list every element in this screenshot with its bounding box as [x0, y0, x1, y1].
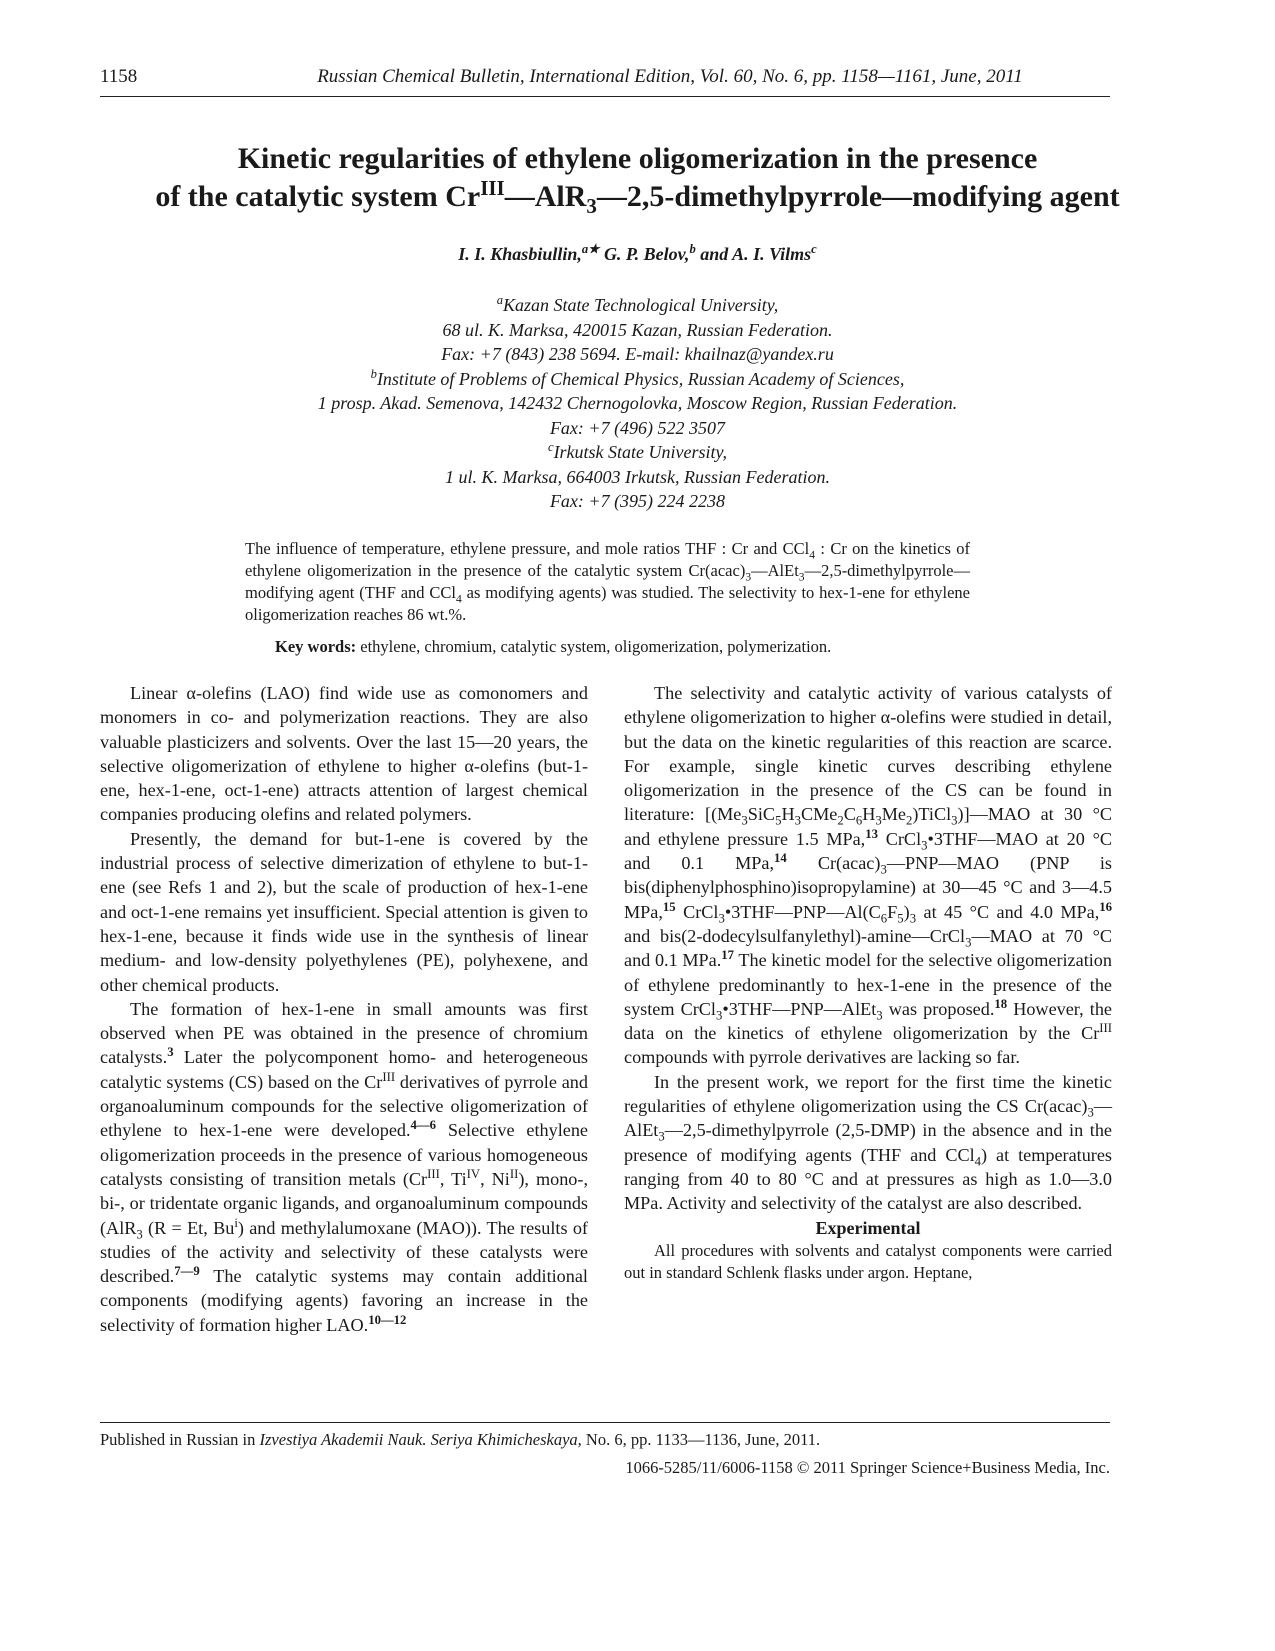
- affiliation-b-line-2: 1 prosp. Akad. Semenova, 142432 Chernogolovka, Moscow Region, Russian Federation.: [317, 393, 958, 413]
- affiliation-a-line-3: Fax: +7 (843) 238 5694. E-mail: khailnaz@yandex.ru: [441, 344, 834, 364]
- keywords-label: Key words:: [275, 637, 357, 656]
- affiliation-c-line-1: $^c$Irkutsk State University,: [547, 440, 728, 462]
- section-heading-experimental: Experimental: [815, 1217, 921, 1238]
- affiliations: [150, 293, 1125, 514]
- footer-copyright: 1066-5285/11/6006-1158 © 2011 Springer Science+Business Media, Inc.: [625, 1458, 1110, 1477]
- affiliation-a-line-2: 68 ul. K. Marksa, 420015 Kazan, Russian Federation.: [442, 319, 833, 340]
- paragraph: In the present work, we report for the first time the kinetic regularities of ethylene oligomerization using the CS $Cr(acac)_3—AlEt_3—2,5$-dimethylpyrrole (2,5-DMP) in the absence and in the presence of modifying agents (THF and CCl$_4$) at temperatures ranging from 40 to 80 °C and at pressures as high as 1.0—3.0 MPa. Activity and selectivity of the catalyst are also described.: [624, 1071, 1112, 1214]
- footer-divider: [100, 1422, 1110, 1423]
- citation: 3: [167, 1045, 174, 1060]
- keywords: [275, 637, 975, 657]
- footer-publication-note: Published in Russian in Izvestiya Akademii Nauk. Seriya Khimicheskaya, No. 6, pp. 1133—1136, June, 2011.: [100, 1430, 821, 1449]
- title-line-2: of the catalytic system $Cr^{III}—AlR_3—2,5-dimethylpyrrole—modifying$ agent: [155, 176, 1120, 218]
- citation: 7—9: [174, 1264, 200, 1279]
- affiliation-c-line-2: 1 ul. K. Marksa, 664003 Irkutsk, Russian Federation.: [445, 466, 830, 487]
- author-list: I. I. Khasbiullin,$^{a★}$ G. P. Belov,$^b$ and A. I. Vilms$^c$: [458, 242, 817, 264]
- affiliation-b-line-3: Fax: +7 (496) 522 3507: [549, 417, 726, 438]
- running-header: [100, 66, 1110, 97]
- right-column: [624, 681, 1112, 1285]
- citation: 15: [662, 899, 676, 914]
- paragraph: Linear α-olefins (LAO) find wide use as comonomers and monomers in co- and polymerization reactions. They are also valuable plasticizers and solvents. Over the last 15—20 years, the selective oligomerization of ethylene to higher α-olefins (but-1-ene, hex-1-ene, oct-1-ene) attracts attention of largest chemical companies producing olefins and related polymers.: [100, 683, 588, 825]
- abstract: The influence of temperature, ethylene pressure, and mole ratios THF : Cr and CCl$_4$ : Cr on the kinetics of ethylene oligomerization in the presence of the catalytic system $Cr(acac)_3—AlEt_3—2,5-dimethylpyrrole—modifying$ agent (THF and CCl$_4$ as modifying agents) was studied. The selectivity to hex-1-ene for ethylene oligomerization reaches 86 wt.%.: [245, 539, 970, 624]
- paragraph: Presently, the demand for but-1-ene is covered by the industrial process of selective dimerization of ethylene to but-1-ene (see Refs 1 and 2), but the scale of production of hex-1-ene and oct-1-ene remains yet insufficient. Special attention is given to hex-1-ene, because it finds wide use in the synthesis of linear medium- and low-density polyethylenes (PE), polyhexene, and other chemical products.: [100, 828, 588, 995]
- left-column: [100, 681, 588, 1337]
- citation: 13: [865, 826, 878, 841]
- citation: 10—12: [368, 1312, 407, 1327]
- affiliation-a-line-1: $^a$Kazan State Technological University,: [496, 293, 779, 315]
- article-title: [60, 140, 1215, 216]
- affiliation-c-line-3: Fax: +7 (395) 224 2238: [549, 491, 726, 511]
- paragraph: The formation of hex-1-ene in small amounts was first observed when PE was obtained in the presence of chromium catalysts.$^3$ Later the polycomponent homo- and heterogeneous catalytic systems (CS) based on the $Cr^{III}$ derivatives of pyrrole and organoaluminum compounds for the selective oligomerization of ethylene to hex-1-ene were developed.$^{4—6}$ Selective ethylene oligomerization proceeds in the presence of various homogeneous catalysts consisting of transition metals ($Cr^{III}$, $Ti^{IV}$, $Ni^{II}$), mono-, bi-, or tridentate organic ligands, and organoaluminum compounds (AlR$_3$ (R = Et, Bu$^i$) and methylalumoxane (MAO)). The results of studies of the activity and selectivity of these catalysts were described.$^{7—9}$ The catalytic systems may contain additional components (modifying agents) favoring an increase in the selectivity of formation higher LAO.$^{10—12}$: [100, 998, 588, 1335]
- citation: 14: [774, 851, 787, 866]
- citation: 4—6: [410, 1118, 436, 1133]
- paragraph: All procedures with solvents and catalyst components were carried out in standard Schlenk flasks under argon. Heptane,: [624, 1240, 1112, 1283]
- affiliation-b-line-1: $^b$Institute of Problems of Chemical Physics, Russian Academy of Sciences,: [370, 366, 905, 389]
- journal-citation: Russian Chemical Bulletin, International Edition, Vol. 60, No. 6, pp. 1158—1161, June, 2011: [317, 66, 1023, 87]
- citation: 17: [721, 948, 735, 963]
- citation: 18: [994, 996, 1008, 1011]
- paragraph: The selectivity and catalytic activity of various catalysts of ethylene oligomerization to higher α-olefins were studied in detail, but the data on the kinetic regularities of this reaction are scarce. For example, single kinetic curves describing ethylene oligomerization in the presence of the CS can be found in literature: $[(Me_3SiC_5H_3CMe_2C_6H_3Me_2)TiCl_3)]—MAO$ at 30 °C and ethylene pressure 1.5 MPa,$^{13}$ CrCl$_3$•3THF—MAO at 20 °C and 0.1 MPa,$^{14}$ $Cr(acac)_3—PNP—MAO$ (PNP is bis(diphenylphosphino)isopropylamine) at 30—45 °C and 3—4.5 MPa,$^{15}$ $CrCl_3•3THF—PNP—Al(C_6F_5)_3$ at 45 °C and 4.0 MPa,$^{16}$ and bis(2-dodecylsulfanylethyl)-amine—CrCl$_3$—MAO at 70 °C and 0.1 MPa.$^{17}$ The kinetic model for the selective oligomerization of ethylene predominantly to hex-1-ene in the presence of the system CrCl$_3$•3THF—PNP—AlEt$_3$ was proposed.$^{18}$ However, the data on the kinetics of ethylene oligomerization by the $Cr^{III}$ compounds with pyrrole derivatives are lacking so far.: [624, 683, 1113, 1068]
- citation: 16: [1099, 899, 1113, 914]
- title-line-1: Kinetic regularities of ethylene oligomerization in the presence: [237, 142, 1038, 175]
- keywords-text: ethylene, chromium, catalytic system, oligomerization, polymerization.: [356, 637, 832, 656]
- page-number: 1158: [100, 66, 138, 87]
